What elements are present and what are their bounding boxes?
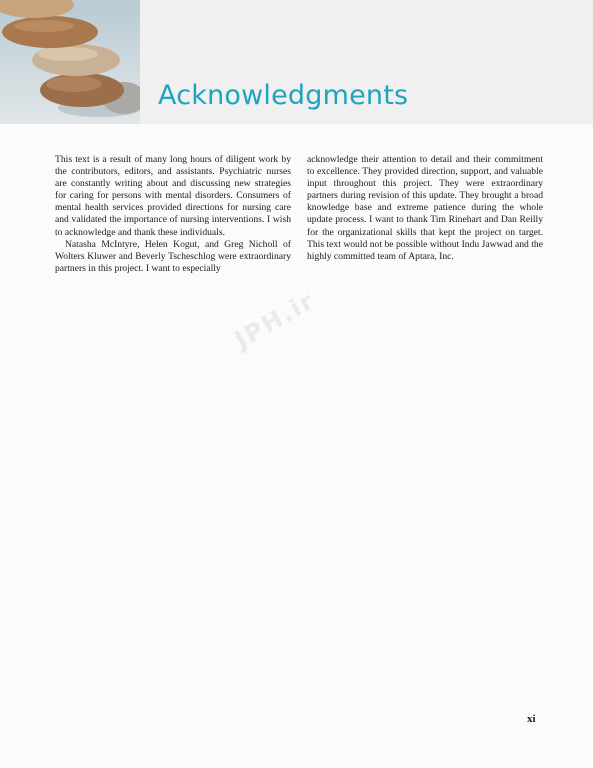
paragraph: This text is a result of many long hours of diligent work by the contributors, editors, and assistants. Psychiatric nurses are constantly writing about and discussing new strategies for caring for persons with mental disorders. Consumers of mental health services provided directions for nursing care and validated the importance of nursing interventions. I wish to acknowledge and thank these individuals. — [55, 154, 291, 238]
paragraph: acknowledge their attention to detail and their commitment to excellence. They provided direction, support, and valuable input throughout this project. They were extraordinary partners during revision of this update. They brought a broad knowledge base and extreme patience during the whole update process. I want to thank Tim Rinehart and Dan Reilly for the organizational skills that kept the project on target. This text would not be possible without Indu Jawwad and the highly committed team of Aptara, Inc. — [307, 154, 543, 262]
stone-middle-highlight — [38, 47, 98, 61]
stone-upper-highlight — [14, 20, 74, 32]
watermark: JPH.ir — [230, 286, 321, 355]
page-title: Acknowledgments — [158, 80, 409, 111]
stacked-stones-image — [0, 0, 140, 124]
text-column-right — [307, 154, 543, 263]
stacked-stones-illustration — [0, 0, 140, 124]
paragraph: Natasha McIntyre, Helen Kogut, and Greg Nicholl of Wolters Kluwer and Beverly Tscheschlog were extraordinary partners in this project. I want to especially — [55, 238, 291, 274]
text-column-left — [55, 154, 291, 275]
stone-bottom-highlight — [46, 76, 102, 92]
page-number: xi — [527, 713, 536, 725]
stone-top — [0, 0, 74, 18]
